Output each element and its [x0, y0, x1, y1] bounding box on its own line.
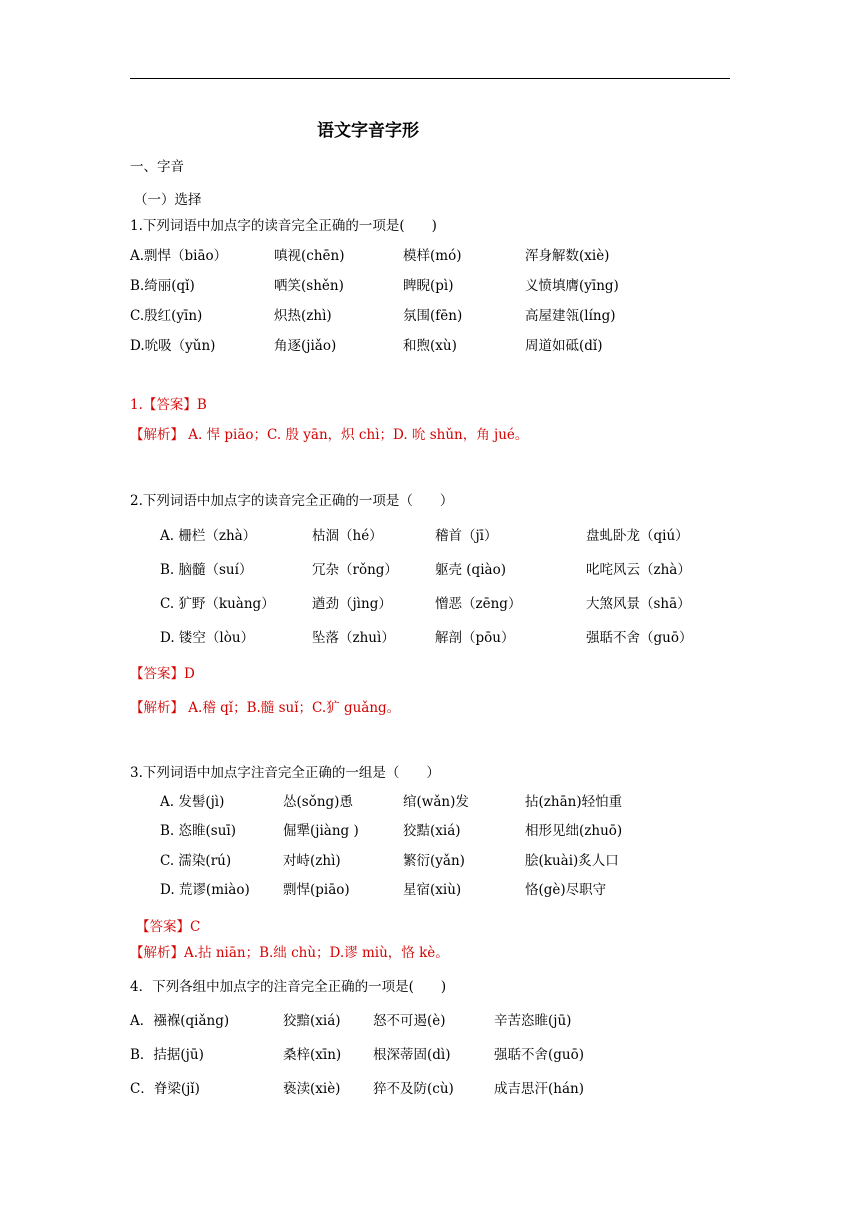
q1-a-3: 模样(mó)	[403, 248, 462, 264]
q2-d-4: 强聒不舍（guō）	[586, 630, 693, 646]
q1-c-3: 氛围(fēn)	[403, 308, 463, 324]
q4-b-4: 强聒不舍(guō)	[494, 1047, 584, 1063]
q4-a-4: 辛苦恣睢(jū)	[494, 1013, 572, 1029]
q4-a-2: 狡黯(xiá)	[283, 1013, 341, 1029]
q2-a-3: 稽首（jī）	[435, 528, 498, 544]
q4-c-1: C．脊梁(jǐ)	[130, 1081, 200, 1097]
q2-stem: 2.下列词语中加点字的读音完全正确的一项是（ ）	[130, 493, 454, 509]
q1-a-2: 嗔视(chēn)	[274, 248, 345, 264]
q3-d-4: 恪(gè)尽职守	[525, 882, 607, 898]
q3-d-1: D. 荒谬(miào)	[160, 882, 250, 898]
q2-c-2: 遒劲（jìng）	[312, 596, 392, 612]
q1-b-1: B.绮丽(qǐ)	[130, 278, 195, 294]
q3-c-4: 脍(kuài)炙人口	[525, 853, 619, 869]
q2-analysis: 【解析】 A.稽 qǐ；B.髓 suǐ；C.犷 guǎng。	[130, 700, 401, 716]
q3-b-3: 狡黠(xiá)	[403, 823, 461, 839]
q4-stem: 4．下列各组中加点字的注音完全正确的一项是( )	[130, 979, 447, 995]
q3-b-1: B. 恣睢(suī)	[160, 823, 236, 839]
q1-b-4: 义愤填膺(yīng)	[525, 278, 619, 294]
q3-c-3: 繁衍(yǎn)	[403, 853, 465, 869]
q4-b-2: 桑梓(xīn)	[283, 1047, 342, 1063]
q3-a-3: 绾(wǎn)发	[403, 794, 469, 810]
q3-b-4: 相形见绌(zhuō)	[525, 823, 623, 839]
q3-b-2: 倔犟(jiàng )	[283, 823, 359, 839]
q2-b-4: 叱咤风云（zhà）	[586, 562, 691, 578]
q1-b-3: 睥睨(pì)	[403, 278, 454, 294]
q2-a-4: 盘虬卧龙（qiú）	[586, 528, 689, 544]
q3-c-2: 对峙(zhì)	[283, 853, 341, 869]
q3-a-2: 怂(sǒng)恿	[283, 794, 353, 810]
q4-a-1: A．襁褓(qiǎng)	[130, 1013, 230, 1029]
q4-b-3: 根深蒂固(dì)	[373, 1047, 451, 1063]
header-rule	[130, 78, 730, 79]
q1-d-2: 角逐(jiǎo)	[274, 338, 337, 354]
q4-a-3: 怒不可遏(è)	[373, 1013, 446, 1029]
q3-stem: 3.下列词语中加点字注音完全正确的一组是（ ）	[130, 765, 440, 781]
q2-d-3: 解剖（pōu）	[435, 630, 515, 646]
q3-c-1: C. 濡染(rú)	[160, 853, 232, 869]
q4-c-2: 亵渎(xiè)	[283, 1081, 341, 1097]
q1-stem: 1.下列词语中加点字的读音完全正确的一项是( )	[130, 218, 437, 234]
q1-answer: 1.【答案】B	[130, 397, 207, 413]
section-heading: 一、字音	[130, 159, 184, 175]
subsection-heading: （一）选择	[134, 192, 202, 208]
q3-analysis: 【解析】A.拈 niān；B.绌 chù；D.谬 miù，恪 kè。	[130, 945, 449, 961]
q3-d-3: 星宿(xiù)	[403, 882, 462, 898]
q2-b-3: 躯壳 (qiào)	[435, 562, 506, 578]
q4-c-4: 成吉思汗(hán)	[494, 1081, 584, 1097]
q1-b-2: 哂笑(shěn)	[274, 278, 344, 294]
q1-d-4: 周道如砥(dǐ)	[525, 338, 603, 354]
q2-c-1: C. 犷野（kuàng）	[160, 596, 275, 612]
q1-d-3: 和煦(xù)	[403, 338, 457, 354]
q1-d-1: D.吮吸（yǔn)	[130, 338, 216, 354]
q4-c-3: 猝不及防(cù)	[373, 1081, 454, 1097]
q3-d-2: 剽悍(piāo)	[283, 882, 350, 898]
q1-c-1: C.殷红(yīn)	[130, 308, 203, 324]
q1-analysis: 【解析】 A. 悍 piāo；C. 殷 yān，炽 chì；D. 吮 shǔn，角 jué。	[130, 427, 529, 443]
q1-a-4: 浑身解数(xiè)	[525, 248, 610, 264]
q3-a-4: 拈(zhān)轻怕重	[525, 794, 623, 810]
q2-d-2: 坠落（zhuì）	[312, 630, 395, 646]
q1-c-4: 高屋建瓴(líng)	[525, 308, 616, 324]
q2-d-1: D. 镂空（lòu）	[160, 630, 255, 646]
q2-a-2: 枯涸（hé）	[312, 528, 383, 544]
q1-c-2: 炽热(zhì)	[274, 308, 332, 324]
q1-a-1: A.剽悍（biāo）	[130, 248, 228, 264]
q2-c-3: 憎恶（zēng）	[435, 596, 522, 612]
q3-answer: 【答案】C	[136, 919, 201, 935]
q4-b-1: B．拮据(jū)	[130, 1047, 204, 1063]
q2-c-4: 大煞风景（shā）	[586, 596, 691, 612]
page-title: 语文字音字形	[317, 121, 419, 141]
q3-a-1: A. 发髻(jì)	[160, 794, 225, 810]
q2-answer: 【答案】D	[130, 666, 195, 682]
q2-b-2: 冗杂（rǒng）	[312, 562, 398, 578]
q2-a-1: A. 栅栏（zhà）	[160, 528, 257, 544]
q2-b-1: B. 脑髓（suí）	[160, 562, 253, 578]
